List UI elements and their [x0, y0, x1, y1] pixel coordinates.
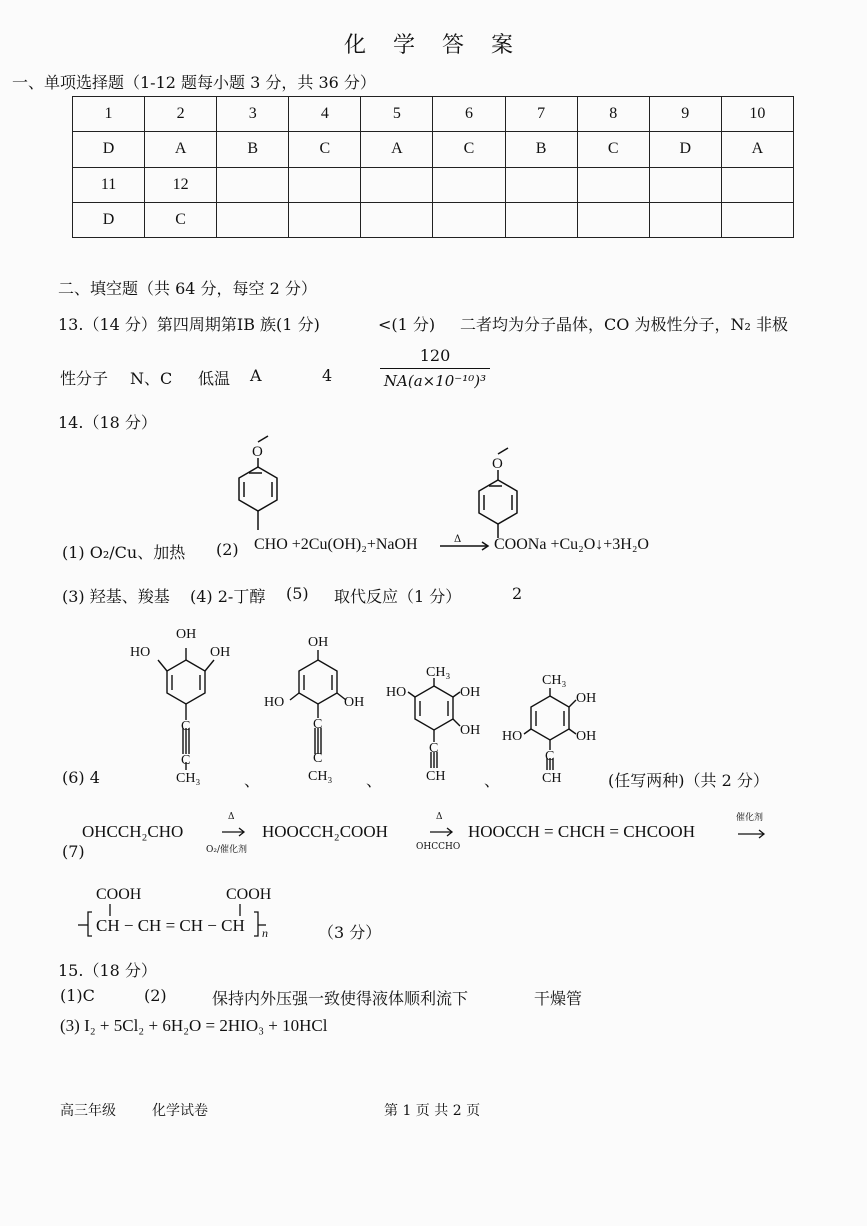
- isomer-2-c1: C: [313, 717, 323, 732]
- q14-answer-5-count: 2: [512, 584, 523, 603]
- answer-table-row: [73, 202, 794, 237]
- answer-table-row: [73, 167, 794, 202]
- route-cond-2-bottom: OHCCHO: [416, 842, 461, 852]
- route-step-2: HOOCCH₂COOH: [262, 822, 388, 841]
- question-number-cell: 11: [73, 167, 145, 202]
- separator-1: 、: [244, 771, 261, 790]
- answer-cell: [649, 202, 721, 237]
- answer-table: [72, 96, 794, 238]
- question-number-cell: 7: [505, 97, 577, 132]
- page-title: 化 学 答 案: [344, 33, 523, 58]
- isomer-2-ho-left: HO: [264, 695, 285, 710]
- isomer-3-oh-right: OH: [460, 685, 481, 700]
- answer-cell: A: [145, 132, 217, 167]
- isomer-1-ch3: CH₃: [176, 771, 201, 786]
- question-number-cell: 6: [433, 97, 505, 132]
- q13-line2-e: 4: [322, 366, 333, 385]
- isomer-4-ch3: CH₃: [542, 673, 567, 688]
- answer-cell: [505, 202, 577, 237]
- isomer-3-ch3: CH₃: [426, 665, 451, 680]
- q14-answer-7-score: （3 分）: [318, 923, 382, 942]
- separator-2: 、: [366, 771, 383, 790]
- polymer-n: n: [262, 926, 268, 940]
- isomer-4-c: C: [545, 749, 555, 764]
- q15-answer-2: 保持内外压强一致使得液体顺利流下: [212, 989, 469, 1008]
- q15-answer-2b: 干燥管: [534, 989, 583, 1008]
- answer-cell: C: [577, 132, 649, 167]
- question-number-cell: 5: [361, 97, 433, 132]
- q14-answer-4: (4) 2-丁醇: [190, 587, 266, 606]
- isomer-3-ch: CH: [426, 769, 446, 784]
- answer-cell: C: [145, 202, 217, 237]
- isomer-2-oh-right: OH: [344, 695, 365, 710]
- isomer-1-ho-left: HO: [130, 645, 151, 660]
- q14-reactants: CHO +2Cu(OH)₂+NaOH: [254, 536, 418, 553]
- polymer-chain: CH − CH = CH − CH: [96, 916, 245, 935]
- polymer-bracket-left: [88, 912, 92, 936]
- answer-table-row: [73, 132, 794, 167]
- q15-answer-3: (3) I₂ + 5Cl₂ + 6H₂O = 2HIO₃ + 10HCl: [60, 1016, 328, 1035]
- question-number-cell: [289, 167, 361, 202]
- route-step-3: HOOCCH = CHCH = CHCOOH: [468, 822, 695, 841]
- answer-cell: D: [73, 202, 145, 237]
- answer-cell: C: [289, 132, 361, 167]
- isomer-3-c: C: [429, 741, 439, 756]
- isomer-1-oh-right: OH: [210, 645, 231, 660]
- fraction-numerator: 120: [380, 346, 490, 369]
- q13-line2-c: 低温: [198, 369, 231, 388]
- answer-cell: [721, 202, 793, 237]
- q13-part-c: 二者均为分子晶体，CO 为极性分子，N₂ 非极: [460, 315, 788, 334]
- question-number-cell: [721, 167, 793, 202]
- isomer-4-oh-upper: OH: [576, 691, 597, 706]
- q14-heading: 14.（18 分）: [58, 413, 157, 432]
- benzene-ring-product: [479, 480, 517, 524]
- answer-cell: D: [649, 132, 721, 167]
- answer-table-row: [73, 97, 794, 132]
- route-cond-2-top: Δ: [436, 812, 443, 822]
- answer-cell: [577, 202, 649, 237]
- polymer-bracket-right: [254, 912, 258, 936]
- route-cond-1-bottom: O₂/催化剂: [206, 845, 248, 855]
- q13-line2-a: 性分子: [60, 369, 109, 388]
- question-number-cell: [217, 167, 289, 202]
- reactant-methyl-bond: [258, 436, 268, 442]
- isomer-2-oh-top: OH: [308, 635, 329, 650]
- q15-answer-2-label: (2): [144, 986, 167, 1005]
- q13-part-b: <(1 分): [378, 315, 436, 334]
- product-methoxy-o: O: [492, 456, 503, 472]
- reactant-methoxy-o: O: [252, 444, 263, 460]
- question-number-cell: 9: [649, 97, 721, 132]
- section1-heading: 一、单项选择题（1-12 题每小题 3 分，共 36 分）: [12, 73, 376, 92]
- isomer-2-c2: C: [313, 751, 323, 766]
- benzene-ring-reactant: [239, 467, 277, 511]
- question-number-cell: [577, 167, 649, 202]
- answer-cell: B: [217, 132, 289, 167]
- answer-cell: C: [433, 132, 505, 167]
- question-number-cell: 8: [577, 97, 649, 132]
- section2-heading: 二、填空题（共 64 分，每空 2 分）: [58, 279, 317, 298]
- question-number-cell: [649, 167, 721, 202]
- answer-cell: D: [73, 132, 145, 167]
- answer-cell: [361, 202, 433, 237]
- answer-cell: [289, 202, 361, 237]
- isomer-3-ho-left: HO: [386, 685, 407, 700]
- polymer-cooh-2: COOH: [226, 886, 272, 903]
- q14-answer-1: (1) O₂/Cu、加热: [62, 543, 186, 562]
- q14-answer-2-label: (2): [216, 540, 239, 559]
- fraction-denominator: NA(a×10⁻¹⁰)³: [383, 372, 487, 390]
- isomer-1: [158, 648, 214, 770]
- isomer-2: [290, 650, 346, 754]
- footer-page-number: 第 1 页 共 2 页: [384, 1103, 481, 1119]
- answer-cell: A: [361, 132, 433, 167]
- isomer-3-oh-lower: OH: [460, 723, 481, 738]
- q14-products: COONa +Cu₂O↓+3H₂O: [494, 536, 649, 553]
- isomer-1-c2: C: [181, 753, 191, 768]
- answer-cell: B: [505, 132, 577, 167]
- question-number-cell: [433, 167, 505, 202]
- q14-heat-condition: Δ: [454, 534, 462, 545]
- q14-answer-6: (6) 4: [62, 768, 100, 787]
- isomer-4: [524, 688, 576, 770]
- question-number-cell: 2: [145, 97, 217, 132]
- q13-part-a: 13.（14 分）第四周期第ⅠB 族(1 分): [58, 315, 320, 334]
- question-number-cell: 4: [289, 97, 361, 132]
- isomer-2-ch3: CH₃: [308, 769, 333, 784]
- q14-answer-6-note: (任写两种)（共 2 分）: [608, 771, 769, 790]
- isomer-4-ch: CH: [542, 771, 562, 786]
- q14-answer-5-label: (5): [286, 584, 309, 603]
- q15-answer-1: (1)C: [60, 986, 95, 1005]
- route-cond-1-top: Δ: [228, 812, 235, 822]
- q15-heading: 15.（18 分）: [58, 961, 157, 980]
- route-step-1: OHCCH₂CHO: [82, 822, 184, 841]
- answer-cell: [433, 202, 505, 237]
- isomer-4-oh-lower: OH: [576, 729, 597, 744]
- density-fraction: [380, 346, 490, 390]
- q13-line2-d: A: [250, 366, 262, 385]
- isomer-3: [408, 678, 460, 768]
- isomer-4-ho-left: HO: [502, 729, 523, 744]
- answer-cell: A: [721, 132, 793, 167]
- answer-cell: [217, 202, 289, 237]
- question-number-cell: [361, 167, 433, 202]
- separator-3: 、: [484, 771, 501, 790]
- footer-subject: 化学试卷: [152, 1103, 208, 1119]
- q14-answer-5: 取代反应（1 分）: [334, 587, 462, 606]
- question-number-cell: 3: [217, 97, 289, 132]
- question-number-cell: 10: [721, 97, 793, 132]
- polymer-cooh-1: COOH: [96, 886, 142, 903]
- footer-grade: 高三年级: [60, 1103, 116, 1119]
- question-number-cell: 1: [73, 97, 145, 132]
- q13-line2-b: N、C: [130, 369, 173, 388]
- q14-answer-3: (3) 羟基、羧基: [62, 587, 170, 606]
- question-number-cell: [505, 167, 577, 202]
- isomer-1-c1: C: [181, 719, 191, 734]
- question-number-cell: 12: [145, 167, 217, 202]
- isomer-1-oh-top: OH: [176, 627, 197, 642]
- q14-answer-7-label: (7): [62, 842, 85, 861]
- route-cond-3-top: 催化剂: [736, 813, 764, 823]
